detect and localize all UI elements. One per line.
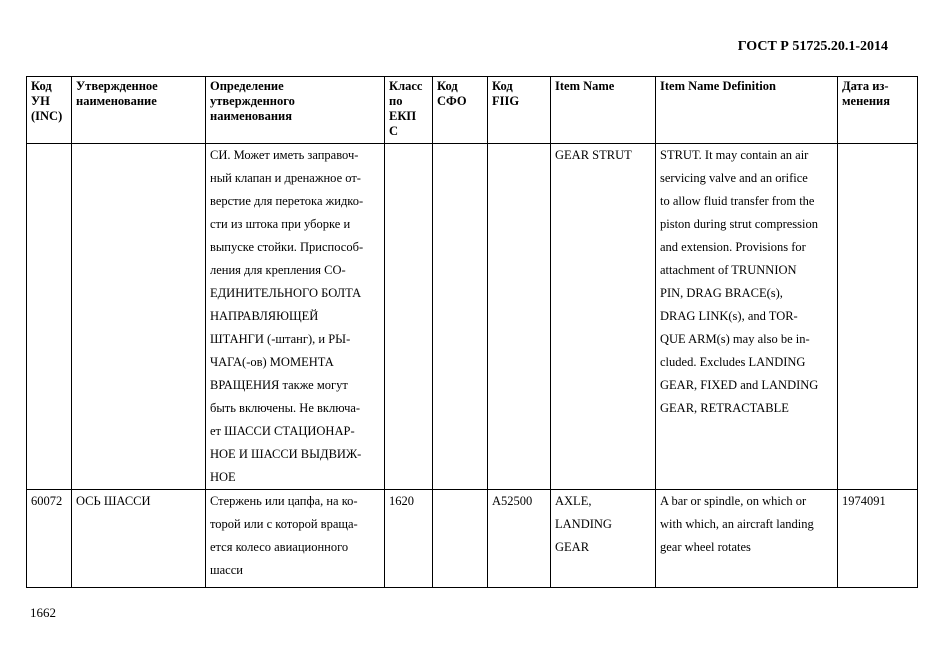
column-header-definition: Определение утвержденного наименования [206,77,385,144]
cell-approved-name: ОСЬ ШАССИ [72,490,206,588]
column-header-inc: Код УН (INC) [27,77,72,144]
column-header-sfo: Код СФО [433,77,488,144]
column-header-approved-name: Утвержденное наименование [72,77,206,144]
cell-inc [27,144,72,490]
table-row [27,144,918,490]
page-number: 1662 [30,605,56,620]
cell-inc: 60072 [27,490,72,588]
cell-change-date: 1974091 [838,490,918,588]
cell-item-name: AXLE, LANDING GEAR [551,490,656,588]
cell-fiig: A52500 [488,490,551,588]
column-header-class: Класс по ЕКП С [385,77,433,144]
document-standard-code: ГОСТ Р 51725.20.1-2014 [737,39,888,54]
column-header-change-date: Дата из- менения [838,77,918,144]
cell-class: 1620 [385,490,433,588]
column-header-fiig: Код FIIG [488,77,551,144]
cell-class [385,144,433,490]
cell-definition: Стержень или цапфа, на ко- торой или с которой враща- ется колесо авиационного шасси [206,490,385,588]
table-row [27,490,918,588]
cell-item-name: GEAR STRUT [551,144,656,490]
cell-item-name-definition: A bar or spindle, on which or with which, an aircraft landing gear wheel rotates [656,490,838,588]
cell-sfo [433,144,488,490]
column-header-item-name: Item Name [551,77,656,144]
table-header-row [27,77,918,144]
cell-change-date [838,144,918,490]
cell-definition: СИ. Может иметь заправоч- ный клапан и дренажное от- верстие для перетока жидко- сти из штока при уборке и выпуске стойки. Приспособ- ления для крепления СО- ЕДИНИТЕЛЬНОГО БОЛТА НАПРАВЛЯЮЩЕЙ ШТАНГИ (-штанг), и РЫ- ЧАГА(-ов) МОМЕНТА ВРАЩЕНИЯ также могут быть включены. Не включа- ет ШАССИ СТАЦИОНАР- НОЕ И ШАССИ ВЫДВИЖ- НОЕ [206,144,385,490]
inc-table [26,76,918,588]
cell-sfo [433,490,488,588]
cell-fiig [488,144,551,490]
cell-item-name-definition: STRUT. It may contain an air servicing valve and an orifice to allow fluid transfer from the piston during strut compression and extension. Provisions for attachment of TRUNNION PIN, DRAG BRACE(s), DRAG LINK(s), and TOR- QUE ARM(s) may also be in- cluded. Excludes LANDING GEAR, FIXED and LANDING GEAR, RETRACTABLE [656,144,838,490]
column-header-item-name-definition: Item Name Definition [656,77,838,144]
cell-approved-name [72,144,206,490]
